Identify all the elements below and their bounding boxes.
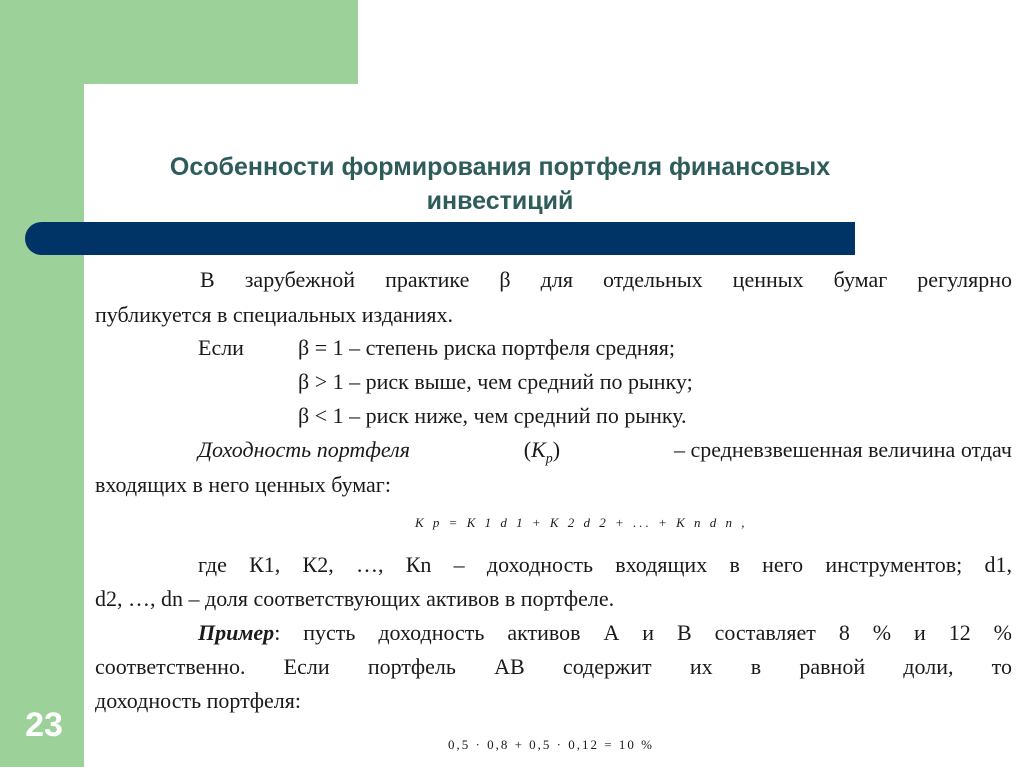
title-underline-bar [25,222,855,255]
definition-rest: – средневзвешенная величина отдач [673,437,1012,462]
condition-equal: β = 1 – степень риска портфеля средняя; [298,335,676,360]
example-text: : пусть доходность активов А и В составляет 8 % и 12 % [274,620,1012,645]
example-line-2: соответственно. Если портфель АВ содержит их в равной доли, то [95,654,1012,679]
green-top-band [0,0,358,84]
intro-line-2: публикуется в специальных изданиях. [95,302,453,327]
example-line-3: доходность портфеля: [95,688,301,713]
slide-title [150,150,850,218]
intro-line-1: В зарубежной практике β для отдельных ценных бумаг регулярно [200,267,1012,292]
where-line-2: d2, …, dn – доля соответствующих активов в портфеле. [95,586,615,611]
green-left-band [0,0,84,767]
slide-number: 23 [25,706,63,744]
if-label: Если [198,335,244,360]
title-line-1: Особенности формирования портфеля финансовых [169,153,831,181]
portfolio-return-formula: K p = K 1 d 1 + K 2 d 2 + ... + K n d n , [415,515,748,530]
where-line-1: где К1, К2, …, Кn – доходность входящих в него инструментов; d1, [198,552,1012,577]
example-line-1 [198,618,1012,648]
definition-symbol: $(K_p)$ [523,437,561,467]
result-formula: 0,5 · 0,8 + 0,5 · 0,12 = 10 % [448,737,654,752]
definition-term: Доходность портфеля [198,437,410,462]
title-line-2: инвестиций [426,187,574,215]
definition-line-1 [198,435,1012,474]
rounded-corner [84,84,144,144]
condition-less: β < 1 – риск ниже, чем средний по рынку. [298,403,687,428]
condition-greater: β > 1 – риск выше, чем средний по рынку; [298,369,693,394]
definition-line-2: входящих в него ценных бумаг: [95,472,391,497]
example-label: Пример [198,620,275,645]
